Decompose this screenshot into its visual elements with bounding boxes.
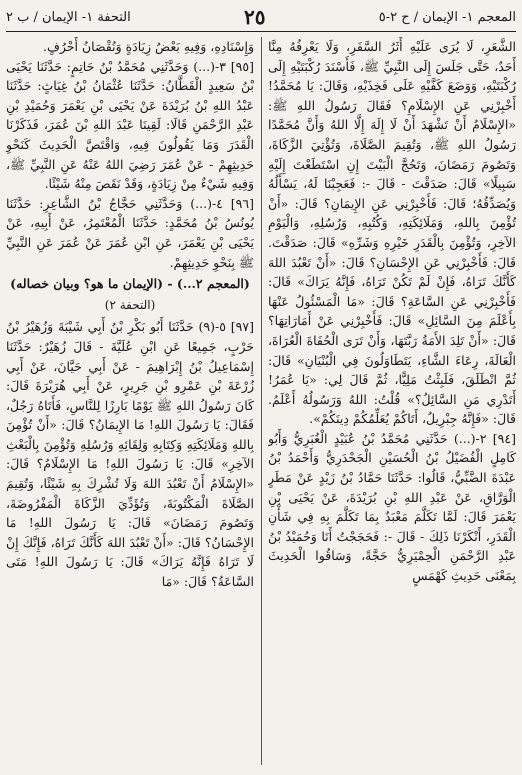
header-rule — [6, 31, 516, 32]
header-right-reference: المعجم ١- الإيمان / ح ٢-٥ — [378, 9, 516, 25]
book-page — [6, 4, 516, 770]
hadith-97: [٩٧] ٥-(٩) حَدَّثَنَا أَبُو بَكْرِ بْنُ أَبِي شَيْبَةَ وَزُهَيْرُ بْنُ حَرْبٍ، جَمِيعًا عَنِ ابْنِ عُلَيَّةَ - قَالَ زُهَيْرٌ: حَدَّثَنَا إِسْمَاعِيلُ بْنُ إِبْرَاهِيمَ - عَنْ أَبِي حَيَّانَ، عَنْ أَبِي زُرْعَةَ بْنِ عَمْرِو بْنِ جَرِيرٍ، عَنْ أَبِي هُرَيْرَةَ قَالَ: كَانَ رَسُولُ اللهِ ﷺ يَوْمًا بَارِزًا لِلنَّاسِ، فَأَتَاهُ رَجُلٌ، فَقَالَ: يَا رَسُولَ اللهِ! مَا الإِيمَانُ؟ قَالَ: «أَنْ تُؤْمِنَ بِاللهِ وَمَلَائِكَتِهِ وَكِتَابِهِ وَلِقَائِهِ وَرُسُلِهِ وَتُؤْمِنَ بِالْبَعْثِ الآخِرِ» قَالَ: يَا رَسُولَ اللهِ! مَا الإِسْلَامُ؟ قَالَ: «الإِسْلَامُ أَنْ تَعْبُدَ اللهَ وَلَا تُشْرِكَ بِهِ شَيْئًا، وَتُقِيمَ الصَّلَاةَ الْمَكْتُوبَةَ، وَتُؤَدِّيَ الزَّكَاةَ الْمَفْرُوضَةَ، وَتَصُومَ رَمَضَانَ» قَالَ: يَا رَسُولَ اللهِ! مَا الإِحْسَانُ؟ قَالَ: «أَنْ تَعْبُدَ اللهَ كَأَنَّكَ تَرَاهُ، فَإِنَّكَ إِنْ لَا تَرَاهُ فَإِنَّهُ يَرَاكَ» قَالَ: يَا رَسُولَ اللهِ! مَتَى السَّاعَةُ؟ قَالَ: «مَا — [6, 319, 254, 590]
left-column — [6, 37, 254, 765]
column-divider — [261, 37, 262, 765]
right-column — [268, 37, 516, 765]
hadith-95: [٩٥] ٣-(...) وَحَدَّثَنِي مُحَمَّدُ بْنُ حَاتِمٍ: حَدَّثَنَا يَحْيَى بْنُ سَعِيدٍ الْقَطَّانُ: حَدَّثَنَا عُثْمَانُ بْنُ غِيَاثٍ: حَدَّثَنَا عَبْدُ اللهِ بْنُ بُرَيْدَةَ عَنْ يَحْيَى بْنِ يَعْمَرَ وَحُمَيْدِ بْنِ عَبْدِ الرَّحْمَنِ قَالَا: لَقِينَا عَبْدَ اللهِ بْنَ عُمَرَ، فَذَكَرْنَا الْقَدَرَ وَمَا يَقُولُونَ فِيهِ، وَاقْتَصَّ الْحَدِيثَ كَنَحْوِ حَدِيثِهِمْ - عَنْ عُمَرَ رَضِيَ اللهُ عَنْهُ عَنِ النَّبِيِّ ﷺ، وَفِيهِ شَيْءٌ مِنْ زِيَادَةٍ، وَقَدْ نَقَصَ مِنْهُ شَيْئًا. — [6, 58, 254, 192]
section-subheading: (التحفة ٢) — [104, 297, 156, 312]
hadith-96: [٩٦] ٤-(...) وَحَدَّثَنِي حَجَّاجُ بْنُ الشَّاعِرِ: حَدَّثَنَا يُونُسُ بْنُ مُحَمَّدٍ: حَدَّثَنَا الْمُعْتَمِرُ، عَنْ أَبِيهِ، عَنْ يَحْيَى بْنِ يَعْمَرَ، عَنِ ابْنِ عُمَرَ عَنْ عُمَرَ عَنِ النَّبِيِّ ﷺ بِنَحْوِ حَدِيثِهِمْ. — [6, 195, 254, 270]
page-header — [6, 4, 516, 30]
right-column-paragraph-1: الشَّعَرِ، لَا يُرَى عَلَيْهِ أَثَرُ السَّفَرِ، وَلَا يَعْرِفُهُ مِنَّا أَحَدٌ، حَتَّى جَلَسَ إِلَى النَّبِيِّ ﷺ، فَأَسْنَدَ رُكْبَتَيْهِ إِلَى رُكْبَتَيْهِ، وَوَضَعَ كَفَّيْهِ عَلَى فَخِذَيْهِ، وَقَالَ: يَا مُحَمَّدُ! أَخْبِرْنِي عَنِ الإِسْلَامِ؟ فَقَالَ رَسُولُ اللهِ ﷺ: «الإِسْلَامُ أَنْ تَشْهَدَ أَنْ لَا إِلَهَ إِلَّا اللهُ وَأَنَّ مُحَمَّدًا رَسُولُ اللهِ ﷺ، وَتُقِيمَ الصَّلَاةَ، وَتُؤْتِيَ الزَّكَاةَ، وَتَصُومَ رَمَضَانَ، وَتَحُجَّ الْبَيْتَ إِنِ اسْتَطَعْتَ إِلَيْهِ سَبِيلًا» قَالَ: صَدَقْتَ - قَالَ -: فَعَجِبْنَا لَهُ، يَسْأَلُهُ وَيُصَدِّقُهُ؛ قَالَ: فَأَخْبِرْنِي عَنِ الإِيمَانِ؟ قَالَ: «أَنْ تُؤْمِنَ بِاللهِ، وَمَلَائِكَتِهِ، وَكُتُبِهِ، وَرُسُلِهِ، وَالْيَوْمِ الآخِرِ، وَتُؤْمِنَ بِالْقَدَرِ خَيْرِهِ وَشَرِّهِ» قَالَ: صَدَقْتَ. قَالَ: فَأَخْبِرْنِي عَنِ الإِحْسَانِ؟ قَالَ: «أَنْ تَعْبُدَ اللهَ كَأَنَّكَ تَرَاهُ، فَإِنْ لَمْ تَكُنْ تَرَاهُ، فَإِنَّهُ يَرَاكَ» قَالَ: فَأَخْبِرْنِي عَنِ السَّاعَةِ؟ قَالَ: «مَا الْمَسْئُولُ عَنْهَا بِأَعْلَمَ مِنَ السَّائِلِ» قَالَ: فَأَخْبِرْنِي عَنْ أَمَارَاتِهَا؟ قَالَ: «أَنْ تَلِدَ الأَمَةُ رَبَّتَهَا، وَأَنْ تَرَى الْحُفَاةَ الْعُرَاةَ، الْعَالَةَ، رِعَاءَ الشَّاءِ، يَتَطَاوَلُونَ فِي الْبُنْيَانِ» قَالَ: ثُمَّ انْطَلَقَ، فَلَبِثْتُ مَلِيًّا، ثُمَّ قَالَ لِي: «يَا عُمَرُ! أَتَدْرِي مَنِ السَّائِلُ؟» قُلْتُ: اللهُ وَرَسُولُهُ أَعْلَمُ. قَالَ: «فَإِنَّهُ جِبْرِيلُ، أَتَاكُمْ يُعَلِّمُكُمْ دِينَكُمْ». — [268, 39, 516, 427]
page-number: ٢٥ — [244, 5, 266, 29]
header-left-reference: التحفة ١- الإيمان / ب ٢ — [6, 9, 131, 25]
left-column-continuation: وَإِسْنَادِهِ، وَفِيهِ بَعْضُ زِيَادَةٍ وَنُقْصَانُ أَحْرُفٍ. — [42, 39, 254, 54]
section-heading: (المعجم ٢...) - (الإيمان ما هو؟ وبيان خصاله) — [10, 276, 250, 292]
hadith-94: [٩٤] ٢-(...) حَدَّثَنِي مُحَمَّدُ بْنُ عُبَيْدٍ الْغُبَرِيُّ وَأَبُو كَامِلٍ الْفُضَيْلُ بْنُ الْحُسَيْنِ الْجَحْدَرِيُّ وَأَحْمَدُ بْنُ عَبْدَةَ الضَّبِّيُّ، قَالُوا: حَدَّثَنَا حَمَّادُ بْنُ زَيْدٍ عَنْ مَطَرٍ الْوَرَّاقِ، عَنْ عَبْدِ اللهِ بْنِ بُرَيْدَةَ، عَنْ يَحْيَى بْنِ يَعْمَرَ قَالَ: لَمَّا تَكَلَّمَ مَعْبَدٌ بِمَا تَكَلَّمَ بِهِ فِي شَأْنِ الْقَدَرِ، أَنْكَرْنَا ذَلِكَ - قَالَ -: فَحَجَجْتُ أَنَا وَحُمَيْدُ بْنُ عَبْدِ الرَّحْمَنِ الْحِمْيَرِيُّ حَجَّةً، وَسَاقُوا الْحَدِيثَ بِمَعْنَى حَدِيثِ كَهْمَسٍ — [268, 430, 516, 584]
